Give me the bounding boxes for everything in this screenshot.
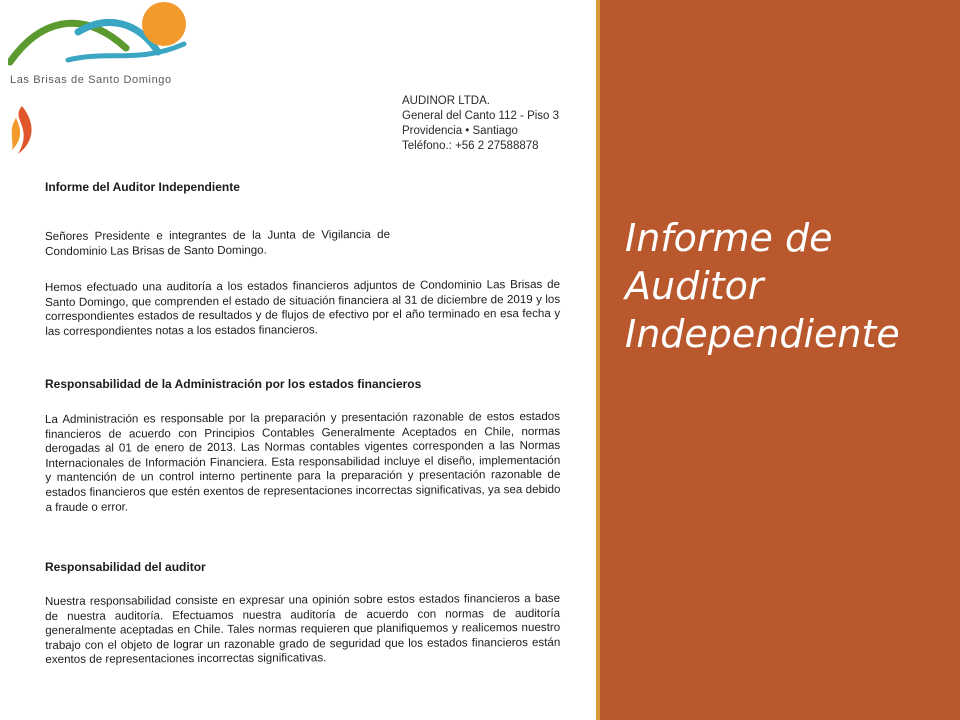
letterhead-line: General del Canto 112 - Piso 3 (402, 110, 560, 122)
section-heading-auditor: Responsabilidad del auditor (45, 560, 206, 574)
flame-icon (8, 104, 36, 156)
document-title: Informe del Auditor Independiente (45, 180, 240, 194)
slide-title-line: Independiente (625, 312, 900, 356)
addressee-paragraph: Señores Presidente e integrantes de la Junta de Vigilancia de Condominio Las Brisas de Santo Domingo. (45, 227, 391, 258)
letterhead-line: Teléfono.: +56 2 27588878 (402, 140, 539, 152)
slide-title-line: Informe de (625, 216, 833, 260)
auditor-paragraph: Nuestra responsabilidad consiste en expresar una opinión sobre estos estados financieros a base de nuestra auditoría. Efectuamos nuestra auditoría de acuerdo con normas de auditoría generalmente aceptadas en Chile. Tales normas requieren que planifiquemos y realicemos nuestro trabajo con el objeto de lograr un razonable grado de seguridad que los estados financieros están exentos de representaciones incorrectas significativas. (45, 591, 561, 667)
letterhead-line: AUDINOR LTDA. (402, 95, 490, 107)
title-panel (600, 0, 960, 720)
slide-title-line: Auditor (625, 264, 764, 308)
section-heading-administration: Responsabilidad de la Administración por los estados financieros (45, 377, 422, 391)
intro-paragraph: Hemos efectuado una auditoría a los estados financieros adjuntos de Condominio Las Brisas de Santo Domingo, que comprenden el estado de situación financiera al 31 de diciembre de 2019 y los correspondientes estados de resultados y de flujos de efectivo por el año terminado en esa fecha y las correspondientes notas a los estados financieros. (45, 277, 561, 338)
slide-title (625, 214, 945, 358)
administration-paragraph: La Administración es responsable por la preparación y presentación razonable de estos estados financieros de acuerdo con Principios Contables Generalmente Aceptados en Chile, normas derogadas al 01 de enero de 2013. Las Normas contables vigentes corresponden a las Normas Internacionales de Información Financiera. Esta responsabilidad incluye el diseño, implementación y mantención de un control interno pertinente para la preparación y presentación razonable de estados financieros que estén exentos de representaciones incorrectas significativas, ya sea debido a fraude o error. (45, 409, 561, 514)
letterhead-line: Providencia • Santiago (402, 125, 518, 137)
auditor-letterhead (402, 94, 559, 154)
logo-text: Las Brisas de Santo Domingo (10, 74, 172, 86)
